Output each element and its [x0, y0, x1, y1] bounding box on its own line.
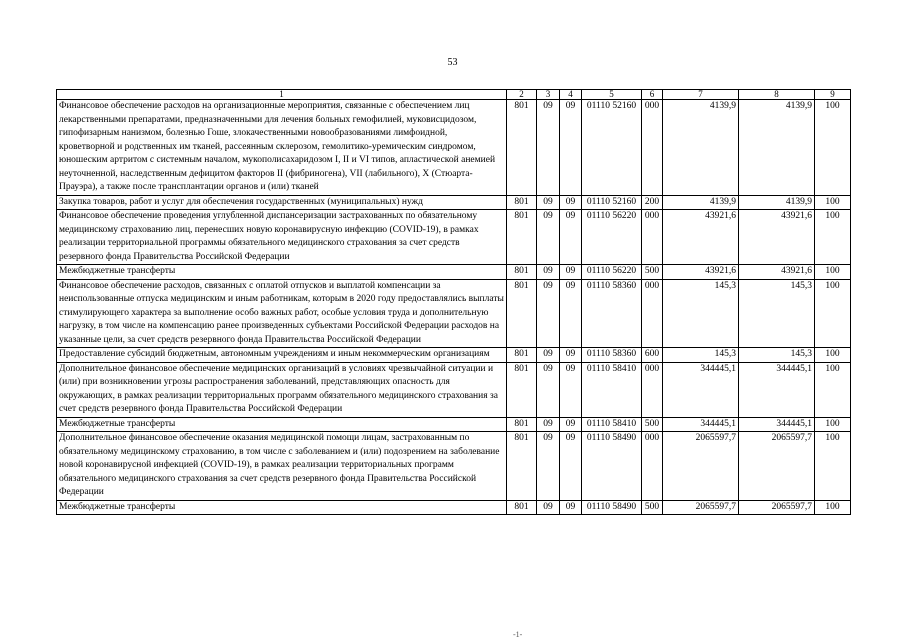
ministry-code: 801 [507, 432, 537, 501]
col-header-9: 9 [815, 90, 851, 100]
row-description: Финансовое обеспечение проведения углубленной диспансеризации застрахованных по обязательному медицинскому страхованию лиц, перенесших новую коронавирусную инфекцию (COVID-19), в рамках реализации территориальной программы обязательного медицинского страхования за счет средств резервного фонда Правительства Российской Федерации [57, 210, 507, 265]
row-description: Межбюджетные трансферты [57, 500, 507, 515]
row-description: Межбюджетные трансферты [57, 417, 507, 432]
amount-executed: 43921,6 [739, 210, 815, 265]
subsection-code: 09 [560, 210, 582, 265]
ministry-code: 801 [507, 417, 537, 432]
target-article-code: 01110 58490 [582, 432, 642, 501]
amount-executed: 4139,9 [739, 195, 815, 210]
target-article-code: 01110 58410 [582, 362, 642, 417]
col-header-3: 3 [537, 90, 560, 100]
amount-planned: 4139,9 [663, 100, 739, 196]
expense-type-code: 500 [642, 417, 663, 432]
table-row [57, 195, 851, 210]
amount-planned: 2065597,7 [663, 432, 739, 501]
ministry-code: 801 [507, 100, 537, 196]
budget-table [56, 89, 851, 515]
ministry-code: 801 [507, 265, 537, 280]
target-article-code: 01110 58490 [582, 500, 642, 515]
expense-type-code: 500 [642, 265, 663, 280]
section-code: 09 [537, 432, 560, 501]
table-row [57, 362, 851, 417]
subsection-code: 09 [560, 417, 582, 432]
target-article-code: 01110 52160 [582, 195, 642, 210]
expense-type-code: 000 [642, 210, 663, 265]
table-row [57, 432, 851, 501]
target-article-code: 01110 58360 [582, 348, 642, 363]
execution-percent: 100 [815, 265, 851, 280]
table-row [57, 265, 851, 280]
target-article-code: 01110 56220 [582, 265, 642, 280]
col-header-2: 2 [507, 90, 537, 100]
section-code: 09 [537, 417, 560, 432]
target-article-code: 01110 58410 [582, 417, 642, 432]
amount-planned: 344445,1 [663, 362, 739, 417]
section-code: 09 [537, 348, 560, 363]
section-code: 09 [537, 265, 560, 280]
col-header-1: 1 [57, 90, 507, 100]
execution-percent: 100 [815, 362, 851, 417]
col-header-5: 5 [582, 90, 642, 100]
execution-percent: 100 [815, 348, 851, 363]
row-description: Финансовое обеспечение расходов на организационные мероприятия, связанные с обеспечением лиц лекарственными препаратами, предназначенными для лечения больных гемофилией, муковисцидозом, гипофизарным нанизмом, болезнью Гоше, злокачественными новообразованиями лимфоидной, кроветворной и родственных им тканей, рассеянным склерозом, гемолитико-уремическим синдромом, юношеским артритом с системным началом, мукополисахаридозом I, II и VI типов, апластической анемией неуточненной, наследственным дефицитом факторов II (фибриногена), VII (лабильного), X (Стюарта-Прауэра), а также после трансплантации органов и (или) тканей [57, 100, 507, 196]
execution-percent: 100 [815, 210, 851, 265]
section-code: 09 [537, 362, 560, 417]
table-row [57, 417, 851, 432]
amount-planned: 145,3 [663, 348, 739, 363]
execution-percent: 100 [815, 100, 851, 196]
subsection-code: 09 [560, 432, 582, 501]
amount-executed: 2065597,7 [739, 432, 815, 501]
row-description: Закупка товаров, работ и услуг для обеспечения государственных (муниципальных) нужд [57, 195, 507, 210]
section-code: 09 [537, 100, 560, 196]
col-header-7: 7 [663, 90, 739, 100]
amount-executed: 344445,1 [739, 417, 815, 432]
subsection-code: 09 [560, 265, 582, 280]
amount-executed: 2065597,7 [739, 500, 815, 515]
ministry-code: 801 [507, 210, 537, 265]
target-article-code: 01110 52160 [582, 100, 642, 196]
expense-type-code: 000 [642, 100, 663, 196]
table-row [57, 279, 851, 348]
subsection-code: 09 [560, 100, 582, 196]
execution-percent: 100 [815, 432, 851, 501]
ministry-code: 801 [507, 195, 537, 210]
expense-type-code: 000 [642, 279, 663, 348]
page-footer-mark: -1- [513, 630, 523, 639]
expense-type-code: 500 [642, 500, 663, 515]
expense-type-code: 600 [642, 348, 663, 363]
section-code: 09 [537, 500, 560, 515]
amount-planned: 2065597,7 [663, 500, 739, 515]
subsection-code: 09 [560, 500, 582, 515]
target-article-code: 01110 56220 [582, 210, 642, 265]
section-code: 09 [537, 195, 560, 210]
col-header-8: 8 [739, 90, 815, 100]
execution-percent: 100 [815, 500, 851, 515]
execution-percent: 100 [815, 195, 851, 210]
amount-planned: 43921,6 [663, 265, 739, 280]
amount-executed: 145,3 [739, 348, 815, 363]
ministry-code: 801 [507, 348, 537, 363]
table-row [57, 348, 851, 363]
table-row [57, 100, 851, 196]
amount-planned: 4139,9 [663, 195, 739, 210]
subsection-code: 09 [560, 348, 582, 363]
table-row [57, 500, 851, 515]
expense-type-code: 000 [642, 362, 663, 417]
subsection-code: 09 [560, 279, 582, 348]
section-code: 09 [537, 210, 560, 265]
subsection-code: 09 [560, 362, 582, 417]
row-description: Финансовое обеспечение расходов, связанных с оплатой отпусков и выплатой компенсации за неиспользованные отпуска медицинским и иным работникам, которым в 2020 году предоставлялись выплаты стимулирующего характера за выполнение особо важных работ, особые условия труда и дополнительную нагрузку, в том числе на компенсацию ранее произведенных субъектами Российской Федерации расходов на указанные цели, за счет средств резервного фонда Правительства Российской Федерации [57, 279, 507, 348]
table-row [57, 210, 851, 265]
row-description: Межбюджетные трансферты [57, 265, 507, 280]
ministry-code: 801 [507, 500, 537, 515]
col-header-6: 6 [642, 90, 663, 100]
target-article-code: 01110 58360 [582, 279, 642, 348]
page-number: 53 [447, 57, 458, 68]
amount-executed: 344445,1 [739, 362, 815, 417]
expense-type-code: 200 [642, 195, 663, 210]
row-description: Дополнительное финансовое обеспечение оказания медицинской помощи лицам, застрахованным по обязательному медицинскому страхованию, в том числе с заболеванием и (или) подозрением на заболевание новой коронавирусной инфекцией (COVID-19), в рамках реализации территориальных программ обязательного медицинского страхования за счет средств резервного фонда Правительства Российской Федерации [57, 432, 507, 501]
ministry-code: 801 [507, 279, 537, 348]
subsection-code: 09 [560, 195, 582, 210]
amount-planned: 145,3 [663, 279, 739, 348]
ministry-code: 801 [507, 362, 537, 417]
amount-planned: 344445,1 [663, 417, 739, 432]
amount-planned: 43921,6 [663, 210, 739, 265]
row-description: Предоставление субсидий бюджетным, автономным учреждениям и иным некоммерческим организациям [57, 348, 507, 363]
execution-percent: 100 [815, 279, 851, 348]
amount-executed: 43921,6 [739, 265, 815, 280]
expense-type-code: 000 [642, 432, 663, 501]
section-code: 09 [537, 279, 560, 348]
execution-percent: 100 [815, 417, 851, 432]
amount-executed: 145,3 [739, 279, 815, 348]
row-description: Дополнительное финансовое обеспечение медицинских организаций в условиях чрезвычайной ситуации и (или) при возникновении угрозы распространения заболеваний, представляющих опасность для окружающих, в рамках реализации территориальных программ обязательного медицинского страхования за счет средств резервного фонда Правительства Российской Федерации [57, 362, 507, 417]
amount-executed: 4139,9 [739, 100, 815, 196]
header-row [57, 90, 851, 100]
col-header-4: 4 [560, 90, 582, 100]
